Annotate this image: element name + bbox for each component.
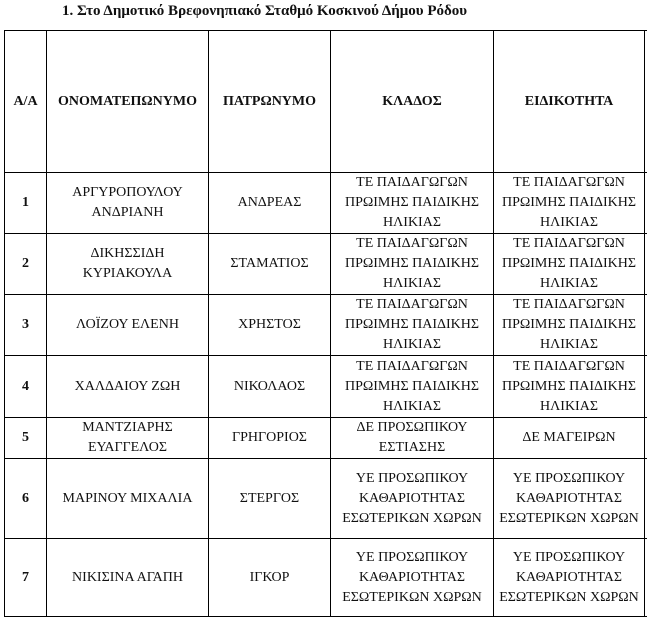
row-number: 2: [5, 234, 47, 295]
branch-cell: ΔΕ ΠΡΟΣΩΠΙΚΟΥ ΕΣΤΙΑΣΗΣ: [331, 418, 494, 459]
staff-table: [4, 30, 647, 617]
branch-cell: ΤΕ ΠΑΙΔΑΓΩΓΩΝ ΠΡΩΙΜΗΣ ΠΑΙΔΙΚΗΣ ΗΛΙΚΙΑΣ: [331, 295, 494, 356]
branch-cell: ΥΕ ΠΡΟΣΩΠΙΚΟΥ ΚΑΘΑΡΙΟΤΗΤΑΣ ΕΣΩΤΕΡΙΚΩΝ ΧΩΡΩΝ: [331, 459, 494, 539]
specialty-cell: ΥΕ ΠΡΟΣΩΠΙΚΟΥ ΚΑΘΑΡΙΟΤΗΤΑΣ ΕΣΩΤΕΡΙΚΩΝ ΧΩΡΩΝ: [494, 539, 645, 617]
full-name-cell: ΝΙΚΙΣΙΝΑ ΑΓΑΠΗ: [47, 539, 209, 617]
header-father-name: ΠΑΤΡΩΝΥΜΟ: [209, 31, 331, 173]
branch-cell: ΤΕ ΠΑΙΔΑΓΩΓΩΝ ΠΡΩΙΜΗΣ ΠΑΙΔΙΚΗΣ ΗΛΙΚΙΑΣ: [331, 234, 494, 295]
table-row: [5, 539, 647, 617]
father-name-cell: ΣΤΕΡΓΟΣ: [209, 459, 331, 539]
full-name-cell: ΜΑΡΙΝΟΥ ΜΙΧΑΛΙΑ: [47, 459, 209, 539]
table-header-row: [5, 31, 647, 173]
table-row: [5, 356, 647, 418]
header-branch: ΚΛΑΔΟΣ: [331, 31, 494, 173]
specialty-cell: ΥΕ ΠΡΟΣΩΠΙΚΟΥ ΚΑΘΑΡΙΟΤΗΤΑΣ ΕΣΩΤΕΡΙΚΩΝ ΧΩΡΩΝ: [494, 459, 645, 539]
father-name-cell: ΧΡΗΣΤΟΣ: [209, 295, 331, 356]
header-full-name: ΟΝΟΜΑΤΕΠΩΝΥΜΟ: [47, 31, 209, 173]
branch-cell: ΤΕ ΠΑΙΔΑΓΩΓΩΝ ΠΡΩΙΜΗΣ ΠΑΙΔΙΚΗΣ ΗΛΙΚΙΑΣ: [331, 173, 494, 234]
table-row: [5, 418, 647, 459]
header-specialty: ΕΙΔΙΚΟΤΗΤΑ: [494, 31, 645, 173]
specialty-cell: ΤΕ ΠΑΙΔΑΓΩΓΩΝ ΠΡΩΙΜΗΣ ΠΑΙΔΙΚΗΣ ΗΛΙΚΙΑΣ: [494, 295, 645, 356]
father-name-cell: ΝΙΚΟΛΑΟΣ: [209, 356, 331, 418]
table-row: [5, 295, 647, 356]
specialty-cell: ΤΕ ΠΑΙΔΑΓΩΓΩΝ ΠΡΩΙΜΗΣ ΠΑΙΔΙΚΗΣ ΗΛΙΚΙΑΣ: [494, 356, 645, 418]
full-name-cell: ΑΡΓΥΡΟΠΟΥΛΟΥ ΑΝΔΡΙΑΝΗ: [47, 173, 209, 234]
row-number: 3: [5, 295, 47, 356]
specialty-cell: ΤΕ ΠΑΙΔΑΓΩΓΩΝ ΠΡΩΙΜΗΣ ΠΑΙΔΙΚΗΣ ΗΛΙΚΙΑΣ: [494, 234, 645, 295]
father-name-cell: ΙΓΚΟΡ: [209, 539, 331, 617]
specialty-cell: ΤΕ ΠΑΙΔΑΓΩΓΩΝ ΠΡΩΙΜΗΣ ΠΑΙΔΙΚΗΣ ΗΛΙΚΙΑΣ: [494, 173, 645, 234]
specialty-cell: ΔΕ ΜΑΓΕΙΡΩΝ: [494, 418, 645, 459]
table-row: [5, 459, 647, 539]
row-number: 4: [5, 356, 47, 418]
header-aa: Α/Α: [5, 31, 47, 173]
row-number: 1: [5, 173, 47, 234]
father-name-cell: ΣΤΑΜΑΤΙΟΣ: [209, 234, 331, 295]
table-row: [5, 234, 647, 295]
branch-cell: ΤΕ ΠΑΙΔΑΓΩΓΩΝ ΠΡΩΙΜΗΣ ΠΑΙΔΙΚΗΣ ΗΛΙΚΙΑΣ: [331, 356, 494, 418]
full-name-cell: ΛΟΪΖΟΥ ΕΛΕΝΗ: [47, 295, 209, 356]
row-number: 7: [5, 539, 47, 617]
row-number: 5: [5, 418, 47, 459]
full-name-cell: ΔΙΚΗΣΣΙΔΗ ΚΥΡΙΑΚΟΥΛΑ: [47, 234, 209, 295]
document-title: 1. Στο Δημοτικό Βρεφονηπιακό Σταθμό Κοσκινού Δήμου Ρόδου: [62, 3, 468, 19]
branch-cell: ΥΕ ΠΡΟΣΩΠΙΚΟΥ ΚΑΘΑΡΙΟΤΗΤΑΣ ΕΣΩΤΕΡΙΚΩΝ ΧΩΡΩΝ: [331, 539, 494, 617]
full-name-cell: ΜΑΝΤΖΙΑΡΗΣ ΕΥΑΓΓΕΛΟΣ: [47, 418, 209, 459]
table-row: [5, 173, 647, 234]
row-number: 6: [5, 459, 47, 539]
father-name-cell: ΓΡΗΓΟΡΙΟΣ: [209, 418, 331, 459]
full-name-cell: ΧΑΛΔΑΙΟΥ ΖΩΗ: [47, 356, 209, 418]
father-name-cell: ΑΝΔΡΕΑΣ: [209, 173, 331, 234]
